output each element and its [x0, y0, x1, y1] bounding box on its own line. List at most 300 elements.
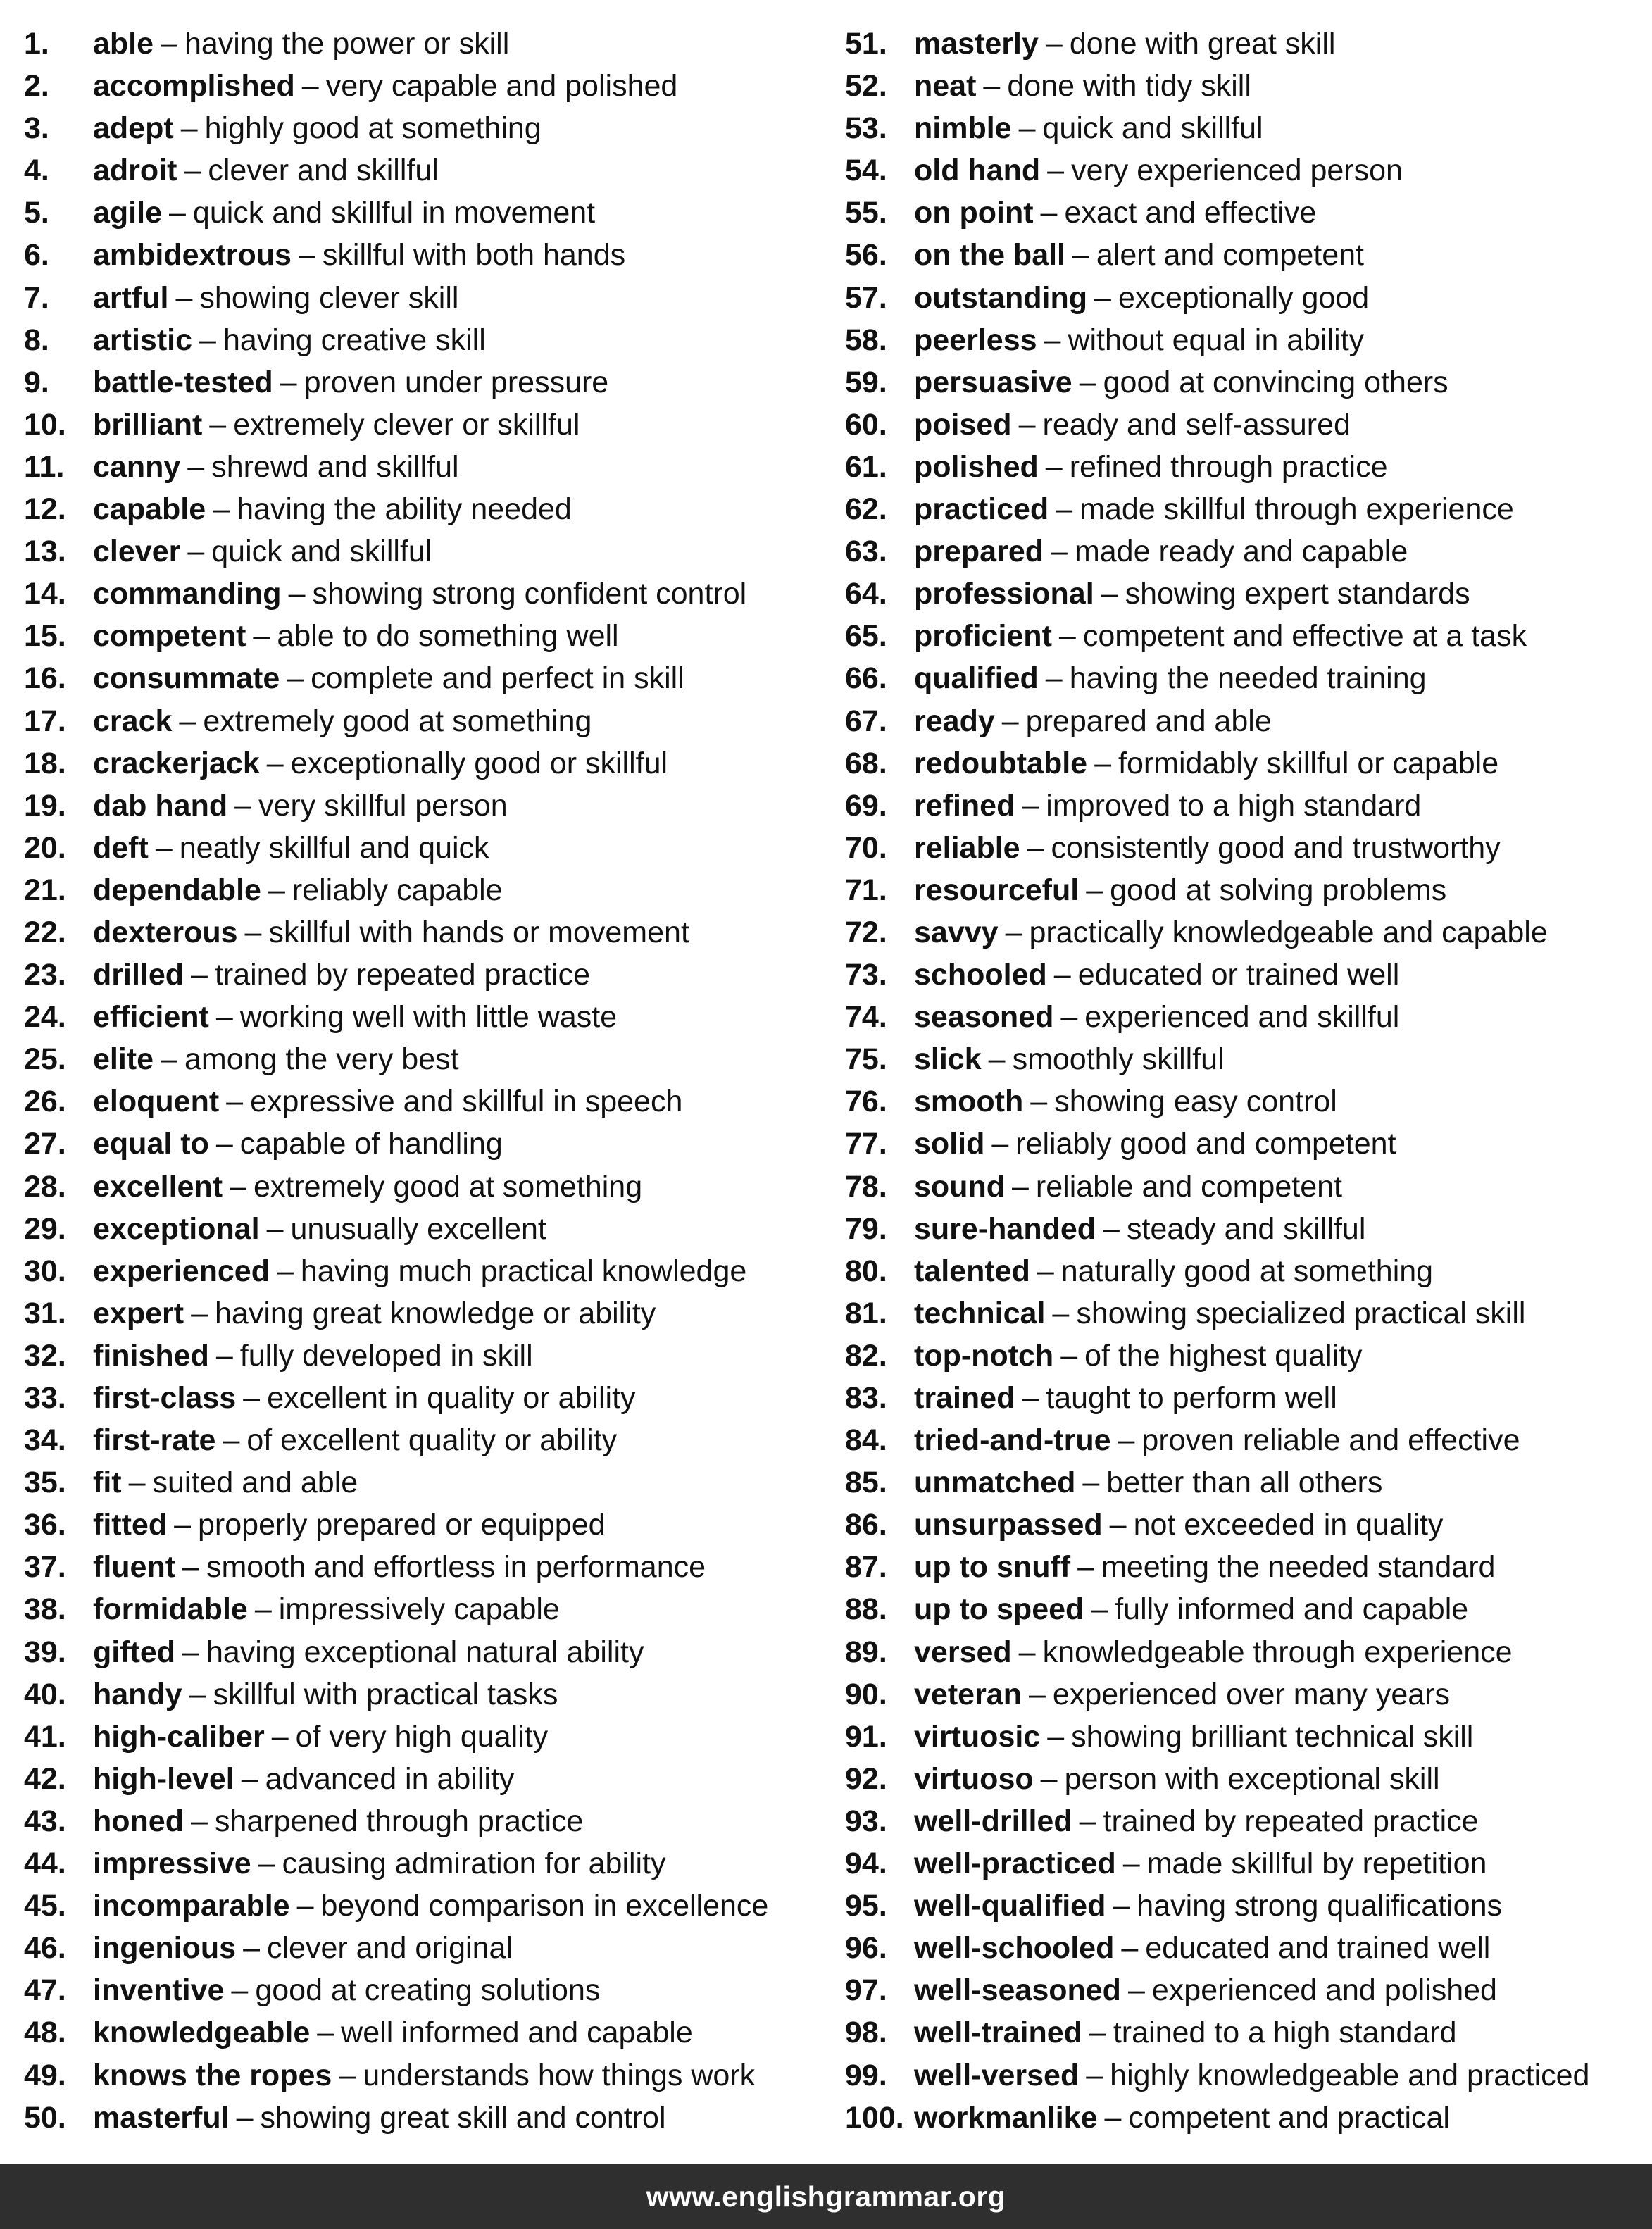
item-number: 4.: [24, 154, 49, 188]
item-definition: not exceeded in quality: [1133, 1508, 1444, 1542]
item-separator: –: [271, 1719, 289, 1754]
item-separator: –: [1118, 1423, 1135, 1458]
item-number: 65.: [845, 619, 887, 654]
item-definition: unusually excellent: [290, 1211, 546, 1246]
item-number: 87.: [845, 1550, 887, 1585]
list-item: [24, 1885, 841, 1927]
item-separator: –: [231, 1973, 249, 2008]
list-item: [845, 107, 1652, 149]
word-list-column-left: [24, 23, 841, 2139]
item-separator: –: [209, 407, 227, 442]
list-item: [845, 65, 1652, 107]
item-number: 86.: [845, 1508, 887, 1542]
item-definition: skillful with both hands: [322, 238, 626, 273]
item-word: polished: [914, 449, 1039, 484]
item-definition: highly good at something: [204, 111, 542, 146]
item-word: practiced: [914, 492, 1049, 527]
item-word: artful: [93, 280, 169, 315]
item-separator: –: [1022, 788, 1039, 823]
item-number: 67.: [845, 704, 887, 738]
item-word: experienced: [93, 1254, 270, 1288]
list-item: [24, 1038, 841, 1080]
list-item: [24, 573, 841, 615]
list-item: [24, 488, 841, 530]
item-word: trained: [914, 1381, 1015, 1415]
item-word: outstanding: [914, 280, 1088, 315]
footer-bar: [0, 2164, 1652, 2229]
item-separator: –: [1045, 661, 1063, 696]
list-item: [24, 785, 841, 827]
item-separator: –: [180, 111, 198, 146]
item-word: peerless: [914, 323, 1037, 357]
item-separator: –: [1121, 1931, 1139, 1966]
list-item: [24, 954, 841, 996]
item-number: 17.: [24, 704, 66, 738]
item-separator: –: [266, 1211, 284, 1246]
item-number: 91.: [845, 1719, 887, 1754]
item-definition: fully developed in skill: [239, 1338, 533, 1373]
item-separator: –: [1101, 577, 1118, 611]
item-number: 49.: [24, 2058, 66, 2092]
item-definition: person with exceptional skill: [1064, 1761, 1440, 1796]
item-separator: –: [187, 535, 205, 569]
list-item: [845, 192, 1652, 234]
item-definition: experienced and polished: [1151, 1973, 1497, 2008]
item-word: artistic: [93, 323, 193, 357]
item-word: refined: [914, 788, 1015, 823]
item-definition: showing expert standards: [1125, 577, 1470, 611]
item-separator: –: [254, 1592, 272, 1627]
item-separator: –: [1091, 1592, 1108, 1627]
list-item: [24, 1461, 841, 1504]
item-word: first-class: [93, 1381, 237, 1415]
item-word: accomplished: [93, 69, 295, 104]
item-definition: taught to perform well: [1046, 1381, 1337, 1415]
item-word: adroit: [93, 154, 177, 188]
list-item: [845, 1335, 1652, 1377]
list-item: [24, 911, 841, 954]
item-word: finished: [93, 1338, 209, 1373]
item-definition: showing brilliant technical skill: [1071, 1719, 1474, 1754]
item-separator: –: [226, 1085, 244, 1119]
item-separator: –: [1086, 2058, 1103, 2092]
item-number: 27.: [24, 1127, 66, 1161]
item-number: 13.: [24, 535, 66, 569]
item-word: excellent: [93, 1169, 223, 1204]
item-word: smooth: [914, 1085, 1024, 1119]
item-number: 97.: [845, 1973, 887, 2008]
item-definition: suited and able: [152, 1466, 358, 1500]
item-word: technical: [914, 1296, 1046, 1330]
item-separator: –: [1028, 1677, 1046, 1711]
item-separator: –: [266, 746, 284, 780]
item-separator: –: [1040, 1761, 1058, 1796]
item-word: up to speed: [914, 1592, 1084, 1627]
item-word: agile: [93, 196, 162, 230]
footer-website[interactable]: www.englishgrammar.org: [646, 2180, 1006, 2213]
item-definition: smoothly skillful: [1012, 1042, 1225, 1077]
item-number: 80.: [845, 1254, 887, 1288]
item-separator: –: [1047, 1719, 1065, 1754]
list-item: [845, 1800, 1652, 1842]
item-definition: competent and practical: [1128, 2100, 1450, 2135]
item-separator: –: [184, 154, 201, 188]
list-item: [24, 1588, 841, 1630]
item-separator: –: [189, 1677, 206, 1711]
list-item: [845, 700, 1652, 742]
item-word: eloquent: [93, 1085, 220, 1119]
item-separator: –: [187, 449, 205, 484]
list-item: [24, 277, 841, 319]
item-number: 46.: [24, 1931, 66, 1966]
item-separator: –: [1052, 1296, 1070, 1330]
list-item: [845, 1546, 1652, 1588]
item-separator: –: [1082, 1466, 1100, 1500]
item-separator: –: [1089, 2016, 1106, 2050]
item-definition: proven under pressure: [304, 365, 609, 399]
item-number: 19.: [24, 788, 66, 823]
list-item: [24, 1377, 841, 1419]
item-word: commanding: [93, 577, 282, 611]
item-separator: –: [199, 323, 216, 357]
item-definition: very skillful person: [258, 788, 508, 823]
item-definition: clever and skillful: [208, 154, 439, 188]
item-word: talented: [914, 1254, 1030, 1288]
item-word: on point: [914, 196, 1034, 230]
item-definition: good at solving problems: [1110, 873, 1447, 907]
item-number: 89.: [845, 1635, 887, 1669]
list-item: [24, 1546, 841, 1588]
item-definition: capable of handling: [239, 1127, 503, 1161]
item-word: expert: [93, 1296, 184, 1330]
item-separator: –: [191, 1296, 208, 1330]
item-word: on the ball: [914, 238, 1065, 273]
item-separator: –: [1060, 1000, 1078, 1035]
item-definition: of excellent quality or ability: [246, 1423, 618, 1458]
item-separator: –: [215, 1127, 233, 1161]
item-number: 92.: [845, 1761, 887, 1796]
item-definition: alert and competent: [1096, 238, 1364, 273]
item-definition: having creative skill: [223, 323, 486, 357]
list-item: [845, 1885, 1652, 1927]
list-item: [845, 1250, 1652, 1292]
item-word: knows the ropes: [93, 2058, 332, 2092]
item-separator: –: [298, 238, 315, 273]
item-word: nimble: [914, 111, 1012, 146]
item-number: 64.: [845, 577, 887, 611]
item-definition: good at convincing others: [1103, 365, 1448, 399]
item-word: well-seasoned: [914, 1973, 1121, 2008]
list-item: [845, 1969, 1652, 2011]
item-separator: –: [1037, 1254, 1054, 1288]
item-definition: fully informed and capable: [1115, 1592, 1469, 1627]
item-word: veteran: [914, 1677, 1022, 1711]
list-item: [845, 573, 1652, 615]
item-number: 90.: [845, 1677, 887, 1711]
item-number: 5.: [24, 196, 49, 230]
item-definition: quick and skillful: [211, 535, 432, 569]
item-number: 51.: [845, 27, 887, 61]
list-item: [845, 2054, 1652, 2097]
item-number: 68.: [845, 746, 887, 780]
item-number: 23.: [24, 958, 66, 992]
item-definition: having the power or skill: [184, 27, 510, 61]
item-word: formidable: [93, 1592, 248, 1627]
item-word: well-schooled: [914, 1931, 1115, 1966]
item-separator: –: [983, 69, 1001, 104]
item-number: 37.: [24, 1550, 66, 1585]
item-number: 77.: [845, 1127, 887, 1161]
item-definition: made ready and capable: [1074, 535, 1408, 569]
item-number: 58.: [845, 323, 887, 357]
item-number: 7.: [24, 280, 49, 315]
item-number: 18.: [24, 746, 66, 780]
item-number: 88.: [845, 1592, 887, 1627]
item-word: reliable: [914, 830, 1020, 865]
item-separator: –: [280, 365, 297, 399]
list-item: [24, 1080, 841, 1123]
list-item: [24, 1716, 841, 1758]
item-number: 50.: [24, 2100, 66, 2135]
list-item: [24, 2011, 841, 2054]
item-word: fluent: [93, 1550, 176, 1585]
item-number: 93.: [845, 1804, 887, 1838]
item-definition: properly prepared or equipped: [198, 1508, 606, 1542]
item-number: 54.: [845, 154, 887, 188]
item-definition: without equal in ability: [1068, 323, 1365, 357]
item-word: redoubtable: [914, 746, 1088, 780]
item-definition: made skillful through experience: [1080, 492, 1514, 527]
list-item: [24, 2054, 841, 2097]
item-word: qualified: [914, 661, 1039, 696]
item-number: 47.: [24, 1973, 66, 2008]
item-definition: shrewd and skillful: [211, 449, 459, 484]
item-word: capable: [93, 492, 206, 527]
list-item: [845, 1673, 1652, 1716]
item-word: schooled: [914, 958, 1047, 992]
item-separator: –: [1018, 407, 1036, 442]
list-item: [845, 277, 1652, 319]
list-item: [845, 1927, 1652, 1969]
list-item: [24, 234, 841, 276]
item-number: 96.: [845, 1931, 887, 1966]
item-separator: –: [1040, 196, 1058, 230]
item-separator: –: [258, 1847, 275, 1881]
item-separator: –: [244, 915, 262, 949]
item-definition: improved to a high standard: [1046, 788, 1422, 823]
item-number: 53.: [845, 111, 887, 146]
item-number: 34.: [24, 1423, 66, 1458]
item-separator: –: [1047, 154, 1065, 188]
item-number: 85.: [845, 1466, 887, 1500]
list-item: [24, 1969, 841, 2011]
list-item: [24, 1208, 841, 1250]
item-number: 2.: [24, 69, 49, 104]
list-item: [24, 1335, 841, 1377]
list-item: [845, 1631, 1652, 1673]
item-number: 73.: [845, 958, 887, 992]
list-item: [24, 657, 841, 699]
item-number: 38.: [24, 1592, 66, 1627]
item-number: 78.: [845, 1169, 887, 1204]
item-number: 10.: [24, 407, 66, 442]
item-definition: refined through practice: [1069, 449, 1388, 484]
item-definition: excellent in quality or ability: [267, 1381, 636, 1415]
item-definition: having the ability needed: [237, 492, 572, 527]
item-separator: –: [1094, 280, 1111, 315]
item-separator: –: [1051, 535, 1068, 569]
item-separator: –: [179, 704, 196, 738]
item-number: 100.: [845, 2100, 904, 2135]
item-separator: –: [223, 1423, 240, 1458]
item-definition: reliably capable: [292, 873, 503, 907]
item-word: solid: [914, 1127, 985, 1161]
item-word: seasoned: [914, 1000, 1054, 1035]
item-definition: of very high quality: [295, 1719, 549, 1754]
list-item: [845, 869, 1652, 911]
item-number: 12.: [24, 492, 66, 527]
item-word: dexterous: [93, 915, 238, 949]
item-word: unmatched: [914, 1466, 1076, 1500]
list-item: [24, 1800, 841, 1842]
item-separator: –: [191, 958, 208, 992]
item-word: incomparable: [93, 1889, 290, 1923]
item-definition: very experienced person: [1071, 154, 1403, 188]
item-definition: working well with little waste: [239, 1000, 618, 1035]
item-word: competent: [93, 619, 246, 654]
item-number: 72.: [845, 915, 887, 949]
item-definition: having the needed training: [1069, 661, 1427, 696]
item-word: inventive: [93, 1973, 225, 2008]
item-word: battle-tested: [93, 365, 273, 399]
item-word: masterly: [914, 27, 1039, 61]
item-definition: very capable and polished: [325, 69, 678, 104]
item-number: 32.: [24, 1338, 66, 1373]
item-number: 52.: [845, 69, 887, 104]
item-separator: –: [268, 873, 285, 907]
item-word: well-versed: [914, 2058, 1080, 2092]
list-item: [845, 954, 1652, 996]
item-number: 61.: [845, 449, 887, 484]
item-separator: –: [169, 196, 186, 230]
item-word: neat: [914, 69, 977, 104]
item-number: 42.: [24, 1761, 66, 1796]
item-separator: –: [296, 1889, 314, 1923]
item-number: 26.: [24, 1085, 66, 1119]
item-number: 83.: [845, 1381, 887, 1415]
item-separator: –: [1056, 492, 1073, 527]
item-word: adept: [93, 111, 174, 146]
item-separator: –: [1027, 830, 1044, 865]
item-number: 21.: [24, 873, 66, 907]
list-item: [24, 107, 841, 149]
item-definition: trained by repeated practice: [214, 958, 591, 992]
item-separator: –: [301, 69, 319, 104]
item-word: old hand: [914, 154, 1041, 188]
item-separator: –: [241, 1761, 258, 1796]
item-separator: –: [1086, 873, 1103, 907]
item-definition: neatly skillful and quick: [179, 830, 489, 865]
item-number: 30.: [24, 1254, 66, 1288]
item-number: 36.: [24, 1508, 66, 1542]
item-separator: –: [1079, 1804, 1096, 1838]
list-item: [845, 1419, 1652, 1461]
item-word: unsurpassed: [914, 1508, 1103, 1542]
item-number: 16.: [24, 661, 66, 696]
list-item: [845, 23, 1652, 65]
item-number: 55.: [845, 196, 887, 230]
item-definition: competent and effective at a task: [1082, 619, 1527, 654]
item-number: 48.: [24, 2016, 66, 2050]
item-definition: educated and trained well: [1145, 1931, 1491, 1966]
item-word: workmanlike: [914, 2100, 1098, 2135]
item-number: 25.: [24, 1042, 66, 1077]
list-item: [24, 1927, 841, 1969]
item-number: 1.: [24, 27, 49, 61]
list-item: [845, 361, 1652, 404]
item-number: 66.: [845, 661, 887, 696]
item-number: 69.: [845, 788, 887, 823]
item-definition: quick and skillful in movement: [192, 196, 596, 230]
item-separator: –: [1022, 1381, 1039, 1415]
item-number: 60.: [845, 407, 887, 442]
item-word: drilled: [93, 958, 184, 992]
item-separator: –: [276, 1254, 294, 1288]
item-word: impressive: [93, 1847, 251, 1881]
item-number: 6.: [24, 238, 49, 273]
item-definition: knowledgeable through experience: [1042, 1635, 1513, 1669]
item-number: 15.: [24, 619, 66, 654]
list-item: [845, 615, 1652, 657]
item-number: 75.: [845, 1042, 887, 1077]
item-separator: –: [1094, 746, 1111, 780]
item-definition: understands how things work: [363, 2058, 756, 2092]
item-separator: –: [128, 1466, 146, 1500]
item-number: 11.: [24, 449, 65, 484]
item-separator: –: [161, 27, 177, 61]
list-item: [845, 1758, 1652, 1800]
item-number: 98.: [845, 2016, 887, 2050]
item-definition: showing easy control: [1054, 1085, 1337, 1119]
item-word: well-drilled: [914, 1804, 1072, 1838]
item-number: 63.: [845, 535, 887, 569]
item-separator: –: [182, 1635, 199, 1669]
item-separator: –: [991, 1127, 1009, 1161]
list-item: [845, 2097, 1652, 2139]
item-separator: –: [1018, 1635, 1036, 1669]
list-item: [845, 2011, 1652, 2054]
item-word: sure-handed: [914, 1211, 1096, 1246]
item-number: 14.: [24, 577, 66, 611]
list-item: [845, 1504, 1652, 1546]
list-item: [24, 1123, 841, 1165]
item-word: well-practiced: [914, 1847, 1116, 1881]
list-item: [845, 1166, 1652, 1208]
item-word: ambidextrous: [93, 238, 292, 273]
item-separator: –: [230, 1169, 246, 1204]
item-definition: good at creating solutions: [255, 1973, 601, 2008]
item-separator: –: [1045, 27, 1063, 61]
item-word: dependable: [93, 873, 261, 907]
item-number: 56.: [845, 238, 887, 273]
list-item: [24, 1250, 841, 1292]
list-item: [24, 65, 841, 107]
item-separator: –: [288, 577, 306, 611]
item-word: crack: [93, 704, 173, 738]
item-definition: reliable and competent: [1035, 1169, 1342, 1204]
item-definition: sharpened through practice: [214, 1804, 584, 1838]
item-number: 82.: [845, 1338, 887, 1373]
